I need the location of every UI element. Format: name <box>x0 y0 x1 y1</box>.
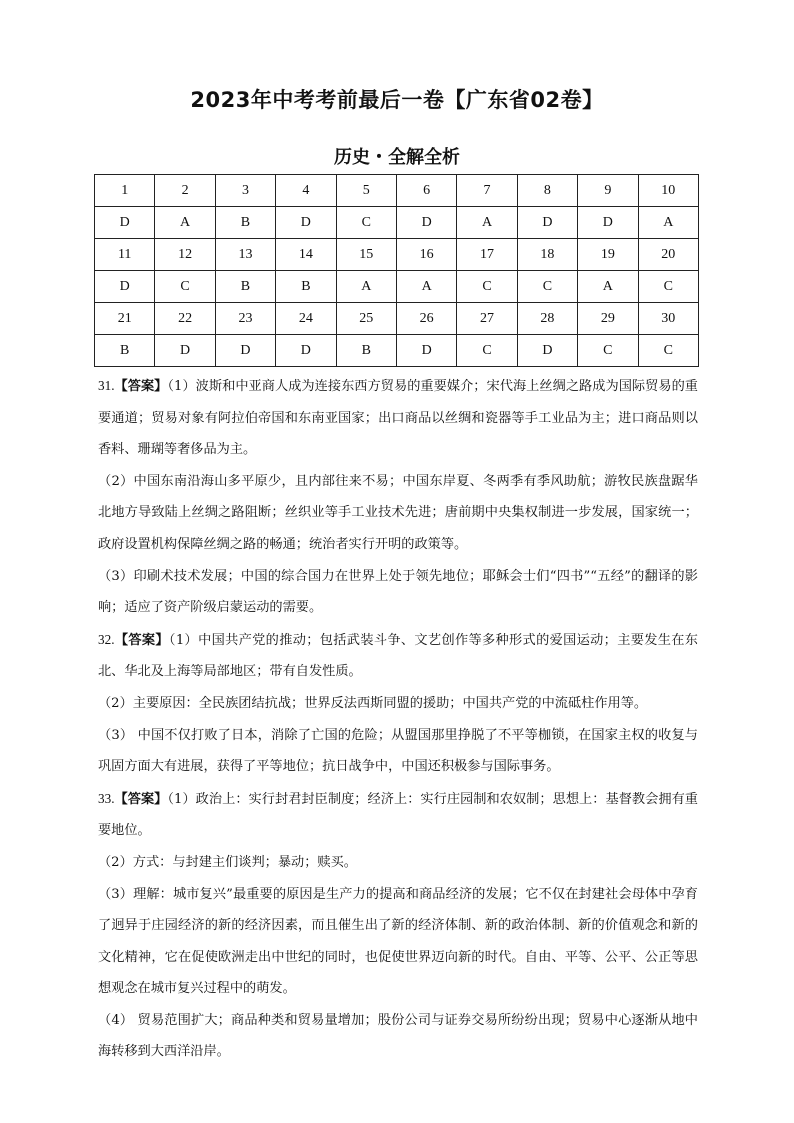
answer-table-cell: 25 <box>336 303 396 335</box>
answer-table-cell: D <box>95 207 155 239</box>
answer-table-cell: 13 <box>215 239 275 271</box>
answer-table-cell: D <box>95 271 155 303</box>
answer-table-cell: 24 <box>276 303 336 335</box>
answer-table-cell: 26 <box>396 303 456 335</box>
answer-table-cell: A <box>457 207 517 239</box>
answer-table-cell: 9 <box>578 175 638 207</box>
answer-table-row <box>95 335 699 367</box>
answer-table-cell: 17 <box>457 239 517 271</box>
answer-table-cell: D <box>578 207 638 239</box>
answer-tag: 【答案】 <box>114 632 169 648</box>
answer-table-cell: 18 <box>517 239 577 271</box>
answer-32-part-3: （3） 中国不仅打败了日本，消除了亡国的危险；从盟国那里挣脱了不平等枷锁，在国家主权的收复与巩固方面大有进展，获得了平等地位；抗日战争中，中国还积极参与国际事务。 <box>98 727 698 775</box>
answer-table-cell: B <box>336 335 396 367</box>
answer-table-cell: 19 <box>578 239 638 271</box>
answer-table-cell: C <box>578 335 638 367</box>
answer-table-cell: A <box>396 271 456 303</box>
answer-table-cell: 4 <box>276 175 336 207</box>
question-number: 31. <box>98 378 115 393</box>
answer-table-cell: 10 <box>638 175 698 207</box>
answer-table-cell: 28 <box>517 303 577 335</box>
answer-body <box>98 370 698 1068</box>
answer-table-cell: 6 <box>396 175 456 207</box>
answer-table-cell: 14 <box>276 239 336 271</box>
answer-table-cell: B <box>95 335 155 367</box>
answer-32-part-1: 32.【答案】（1）中国共产党的推动；包括武装斗争、文艺创作等多种形式的爱国运动；主要发生在东北、华北及上海等局部地区；带有自发性质。 <box>98 631 698 680</box>
answer-tag: 【答案】 <box>114 379 168 394</box>
answer-table-cell: C <box>638 335 698 367</box>
answer-table-cell: 2 <box>155 175 215 207</box>
answer-table-cell: D <box>155 335 215 367</box>
answer-table-row <box>95 239 699 271</box>
answer-table-cell: D <box>276 335 336 367</box>
answer-table-cell: C <box>336 207 396 239</box>
answer-table-cell: D <box>276 207 336 239</box>
answer-table-cell: C <box>517 271 577 303</box>
answer-table-cell: 5 <box>336 175 396 207</box>
answer-table-cell: 1 <box>95 175 155 207</box>
answer-table-cell: 3 <box>215 175 275 207</box>
answer-table-cell: 22 <box>155 303 215 335</box>
answer-table-cell: 15 <box>336 239 396 271</box>
answer-table-cell: B <box>276 271 336 303</box>
document-subtitle: 历史・全解全析 <box>334 147 460 168</box>
answer-table-cell: C <box>638 271 698 303</box>
answer-table-cell: 20 <box>638 239 698 271</box>
answer-table-cell: 16 <box>396 239 456 271</box>
answer-tag: 【答案】 <box>114 791 168 807</box>
question-number: 32. <box>98 631 115 647</box>
question-number: 33. <box>98 790 115 806</box>
answer-33-part-1: 33.【答案】（1）政治上：实行封君封臣制度；经济上：实行庄园制和农奴制；思想上：基督教会拥有重要地位。 <box>98 790 698 839</box>
answer-table-cell: 30 <box>638 303 698 335</box>
answer-31-part-3: （3）印刷术技术发展；中国的综合国力在世界上处于领先地位；耶稣会士们“四书”“五经”的翻译的影响；适应了资产阶级启蒙运动的需要。 <box>98 568 698 616</box>
answer-table-cell: 27 <box>457 303 517 335</box>
answer-33-part-2: （2）方式：与封建主们谈判；暴动；赎买。 <box>98 854 357 870</box>
answer-table <box>94 174 699 367</box>
answer-table-cell: D <box>396 335 456 367</box>
answer-table-cell: 7 <box>457 175 517 207</box>
answer-32-part-2: （2）主要原因：全民族团结抗战；世界反法西斯同盟的援助；中国共产党的中流砥柱作用等。 <box>98 695 648 711</box>
answer-table-cell: C <box>457 271 517 303</box>
answer-table-cell: C <box>155 271 215 303</box>
answer-table-row <box>95 271 699 303</box>
answer-table-cell: A <box>638 207 698 239</box>
answer-31-part-1: 31.【答案】（1）波斯和中亚商人成为连接东西方贸易的重要媒介；宋代海上丝绸之路成为国际贸易的重要通道；贸易对象有阿拉伯帝国和东南亚国家；出口商品以丝绸和瓷器等手工业品为主；进口商品则以香料、珊瑚等奢侈品为主。 <box>98 378 698 458</box>
answer-table-cell: B <box>215 207 275 239</box>
answer-table-row <box>95 207 699 239</box>
answer-33-part-3: （3）理解：城市复兴”最重要的原因是生产力的提高和商品经济的发展；它不仅在封建社会母体中孕育了迥异于庄园经济的新的经济因素，而且催生出了新的经济体制、新的政治体制、新的价值观念和新的文化精神，它在促使欧洲走出中世纪的同时，也促使世界迈向新的时代。自由、平等、公平、公正等思想观念在城市复兴过程中的萌发。 <box>98 886 698 997</box>
answer-table-cell: D <box>215 335 275 367</box>
answer-table-cell: C <box>457 335 517 367</box>
answer-table-cell: B <box>215 271 275 303</box>
answer-table-cell: 21 <box>95 303 155 335</box>
answer-table-cell: 12 <box>155 239 215 271</box>
answer-table-cell: 23 <box>215 303 275 335</box>
answer-table-row <box>95 175 699 207</box>
answer-31-part-2: （2）中国东南沿海山多平原少，且内部往来不易；中国东岸夏、冬两季有季风助航；游牧民族盘踞华北地方导致陆上丝绸之路阻断；丝织业等手工业技术先进；唐前期中央集权制进一步发展，国家统一；政府设置机构保障丝绸之路的畅通；统治者实行开明的政策等。 <box>98 473 698 552</box>
answer-table-cell: D <box>396 207 456 239</box>
answer-table-cell: 11 <box>95 239 155 271</box>
answer-table-cell: D <box>517 207 577 239</box>
document-title: 2023年中考考前最后一卷【广东省02卷】 <box>190 88 604 112</box>
answer-table-cell: 8 <box>517 175 577 207</box>
answer-table-row <box>95 303 699 335</box>
answer-table-cell: A <box>336 271 396 303</box>
answer-table-cell: A <box>578 271 638 303</box>
answer-table-cell: 29 <box>578 303 638 335</box>
answer-table-cell: A <box>155 207 215 239</box>
answer-table-cell: D <box>517 335 577 367</box>
answer-33-part-4: （4） 贸易范围扩大；商品种类和贸易量增加；股份公司与证券交易所纷纷出现；贸易中心逐渐从地中海转移到大西洋沿岸。 <box>98 1012 698 1060</box>
